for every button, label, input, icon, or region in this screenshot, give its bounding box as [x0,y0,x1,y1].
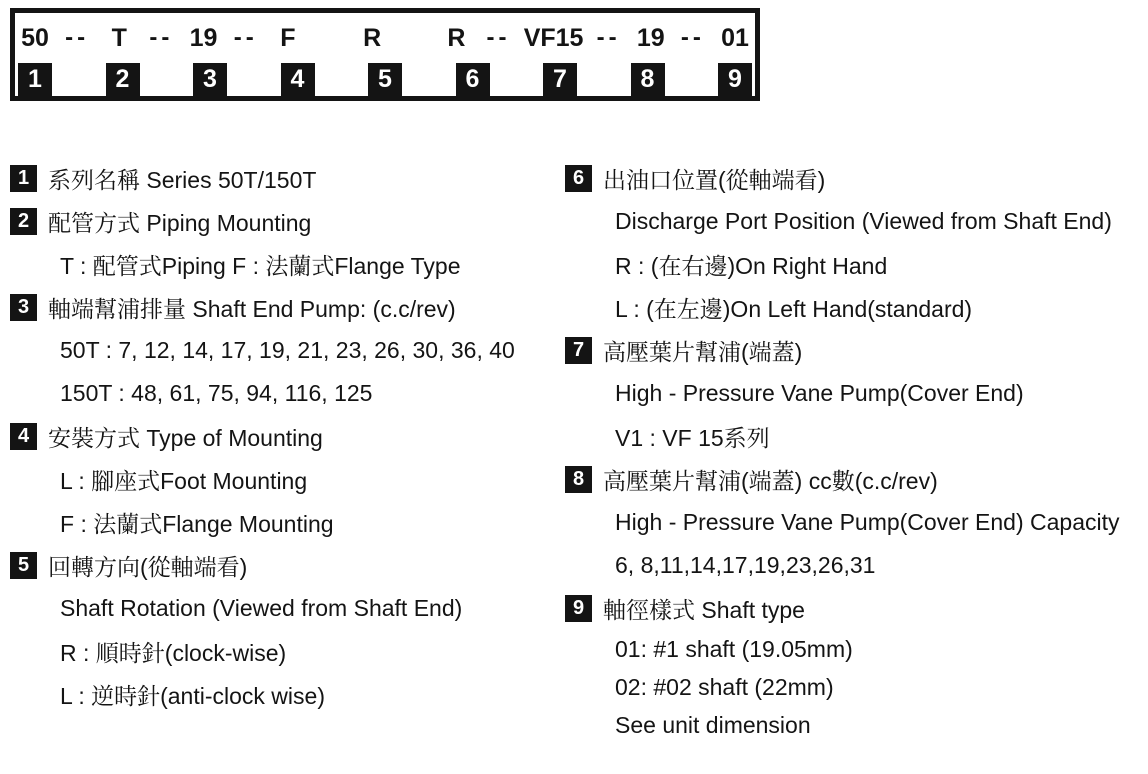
item-detail-line: 01: #1 shaft (19.05mm) [615,635,853,662]
item-title: 系列名稱 Series 50T/150T [48,167,317,193]
legend-left-column [10,157,565,744]
code-value-7: VF15 [523,23,584,52]
item-title: 安裝方式 Type of Mounting [48,425,323,451]
code-position-3: 3 [193,63,227,96]
page [0,8,1148,774]
item-number-badge-3: 3 [10,294,37,321]
code-value-8: 19 [636,23,665,52]
legend-item-6 [565,157,1148,329]
item-title: 配管方式 Piping Mounting [48,210,312,236]
code-position-8: 8 [631,63,665,96]
code-position-4: 4 [281,63,315,96]
item-title: 高壓葉片幫浦(端蓋) cc數(c.c/rev) [603,468,938,494]
code-separator-6: -- [486,24,511,51]
legend-right-column [565,157,1148,744]
code-separator-7: -- [596,24,621,51]
item-number-badge-2: 2 [10,208,37,235]
item-detail-line: F : 法蘭式Flange Mounting [60,511,334,537]
code-position-5: 5 [368,63,402,96]
item-title-line [10,286,565,329]
code-separator-8: -- [680,24,705,51]
code-position-2: 2 [106,63,140,96]
code-gap [577,63,631,96]
legend-item-7 [565,329,1148,458]
item-detail-line: Shaft Rotation (Viewed from Shaft End) [60,595,463,621]
code-value-9: 01 [721,23,749,52]
item-detail-line: High - Pressure Vane Pump(Cover End) [615,380,1024,406]
item-number-badge-9: 9 [565,595,592,622]
item-detail-line: High - Pressure Vane Pump(Cover End) Capacity [615,509,1120,535]
legend-item-2 [10,200,565,286]
model-code-values-row [15,13,755,63]
item-title-line [565,329,1148,372]
legend-item-3 [10,286,565,415]
code-separator-1: -- [65,24,90,51]
code-gap [227,63,281,96]
item-title: 軸端幫浦排量 Shaft End Pump: (c.c/rev) [48,296,456,322]
legend-item-1 [10,157,565,200]
code-value-4: F [280,23,296,52]
item-title-line [10,200,565,243]
item-detail-line: 6, 8,11,14,17,19,23,26,31 [615,552,876,578]
item-number-badge-4: 4 [10,423,37,450]
item-title: 軸徑樣式 Shaft type [603,597,805,623]
code-gap [665,63,719,96]
code-gap [140,63,194,96]
code-gap [52,63,106,96]
item-detail-line: V1 : VF 15系列 [615,425,770,451]
code-position-7: 7 [543,63,577,96]
item-number-badge-5: 5 [10,552,37,579]
code-position-6: 6 [456,63,490,96]
item-title-line [565,157,1148,200]
legend-item-8 [565,458,1148,587]
item-number-badge-7: 7 [565,337,592,364]
code-separator-3: -- [233,24,258,51]
code-gap [402,63,456,96]
item-detail-line: 50T : 7, 12, 14, 17, 19, 21, 23, 26, 30, 36, 40 [60,337,515,363]
legend-item-5 [10,544,565,716]
legend-item-9 [565,587,1148,744]
item-title-line [10,415,565,458]
item-detail-line: L : 腳座式Foot Mounting [60,468,308,494]
item-title: 出油口位置(從軸端看) [603,167,826,193]
code-separator-2: -- [149,24,174,51]
code-gap [490,63,544,96]
item-title-line [10,157,565,200]
code-value-2: T [111,23,127,52]
item-detail-line: T : 配管式Piping F : 法蘭式Flange Type [60,253,461,279]
item-detail-line: See unit dimension [615,711,811,738]
item-title: 回轉方向(從軸端看) [48,554,248,580]
code-gap [315,63,369,96]
model-code-positions-row [15,63,755,96]
code-value-5: R [363,23,382,52]
item-detail-line: L : (在左邊)On Left Hand(standard) [615,296,973,322]
code-value-6: R [447,23,466,52]
code-value-1: 50 [21,23,49,52]
code-position-1: 1 [18,63,52,96]
item-title-line [565,587,1148,630]
item-detail-line: L : 逆時針(anti-clock wise) [60,683,325,709]
code-value-3: 19 [189,23,218,52]
item-number-badge-8: 8 [565,466,592,493]
item-detail-line: Discharge Port Position (Viewed from Shaft End) [615,208,1112,234]
item-number-badge-1: 1 [10,165,37,192]
item-detail-line: R : (在右邊)On Right Hand [615,253,888,279]
legend-item-4 [10,415,565,544]
model-code-box [10,8,760,101]
item-number-badge-6: 6 [565,165,592,192]
item-detail-line: 02: #02 shaft (22mm) [615,673,834,700]
item-title: 高壓葉片幫浦(端蓋) [603,339,803,365]
item-title-line [565,458,1148,501]
item-title-line [10,544,565,587]
item-detail-line: R : 順時針(clock-wise) [60,640,287,666]
code-position-9: 9 [718,63,752,96]
item-detail-line: 150T : 48, 61, 75, 94, 116, 125 [60,380,373,406]
legend [10,157,1148,744]
